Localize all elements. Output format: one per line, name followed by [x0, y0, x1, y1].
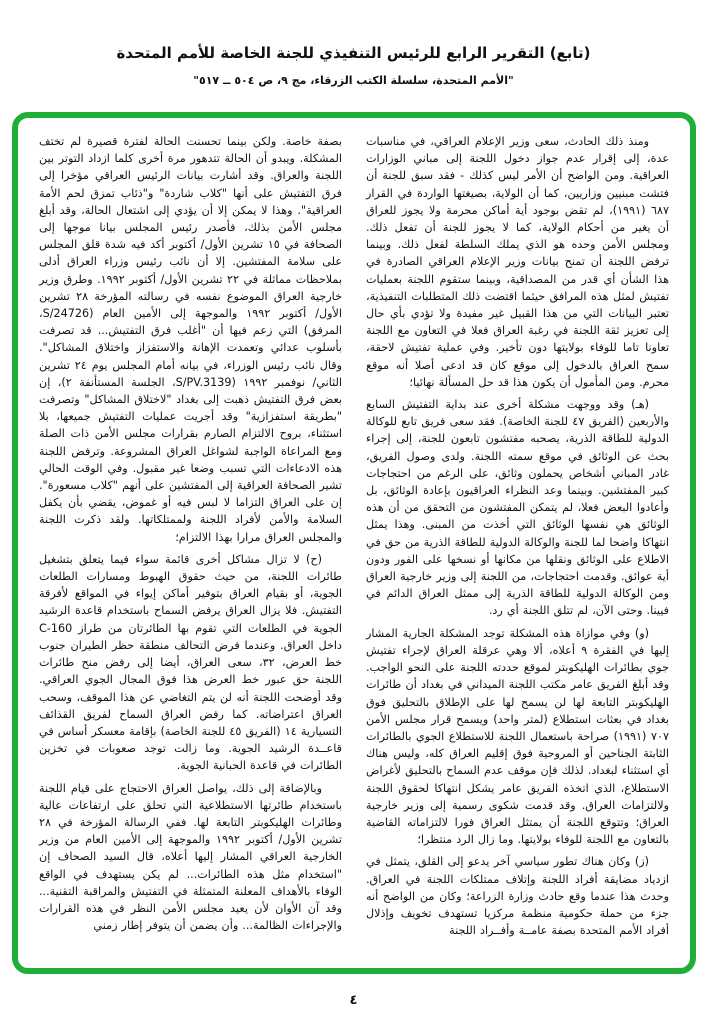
paragraph-continuation-top: ومنذ ذلك الحادث، سعى وزير الإعلام العراقي، في مناسبات عدة، إلى إقرار عدم جواز دخول اللجنة إلى مباني الوزارات العراقية. ومن الواضح أن الأمر ليس كذلك - فقد سبق للجنة أن فتشت مبنيين وزاريين، كما أن الولاية، بصيغتها الواردة في القرار ٦٨٧ (١٩٩١)، لم تقض بوجود أية أماكن محرمة ولا يجوز للعراق أن يغير من أحكام الولاية، كما لا يجوز للجنة أن تفعل ذلك. ومجلس الأمن وحده هو الذي يملك السلطة لفعل ذلك. وبينما ترفض اللجنة أن تمنح بيانات وزير الإعلام العراقي الصادرة في هذا الشأن أي قدر من المصداقية، وبينما ستقوم اللجنة بعمليات تفتيش لمثل هذه المرافق حيثما اقتضت ذلك المتطلبات التنفيذية، تعتبر البيانات التي من هذا القبيل غير مفيدة ولا تؤدي بأي حال إلى تعزيز ثقة اللجنة في رغبة العراق فعلا في التعاون مع اللجنة تعاونا تاما للوفاء بولايتها دون تأخير. وفي عملية تفتيش لاحقة، سمح العراق بالدخول إلى موقع كان قد ادعى أصلا أنه موقع محرم. ومن المأمول أن يكون هذا قد حل المسألة نهائيا؛	[366, 135, 670, 389]
paragraph-item-zay: (ز) وكان هناك تطور سياسي آخر يدعو إلى القلق، يتمثل في ازدياد مضايقة أفراد اللجنة وإتلاف ممتلكات اللجنة في العراق. وحدث هذا عندما وقع حادث وزارة الزراعة؛ وكان من الواضح أنه جزء من حملة حكومية منظمة مركزيا تستهدف تخويف وإذلال أفراد الأمم المتحدة بصفة عامــة وأفــراد اللجنة	[366, 855, 669, 938]
document-header	[0, 0, 707, 87]
paragraph-item-hah: (ح) لا تزال مشاكل أخرى قائمة سواء فيما يتعلق بتشغيل طائرات اللجنة، من حيث حقوق الهبوط ومسارات الطلعات الجوية، أو بقيام العراق بتوفير أماكن إيواء في المواقع لأفرقة التفتيش. فلا يزال العراق يرفض السماح باستخدام قاعدة الرشيد الجوية في الطلعات التي تقوم بها الطائرتان من طراز C-160 داخل العراق. وعندما فرض التحالف منطقة حظر الطيران جنوب خط العرض، ٣٢، سعى العراق، أيضا إلى رفض منح طائرات اللجنة حق عبور خط العرض هذا فوق المجال الجوي العراقي. وقد أوضحت اللجنة أنه لن يتم التغاضي عن هذا الموقف، وسحب العراق اعتراضاته. كما رفض العراق السماح لفريق القذائف التسيارية ١٤ (الفريق ٤٥ للجنة الخاصة) بإقامة معسكر أساس في قاعــدة الرشيد الجوية. وما زالت توجد صعوبات في تخزين الطائرات في قاعدة الحبانية الجوية.	[39, 552, 342, 773]
paragraph-item-waw: (و) وفي موازاة هذه المشكلة توجد المشكلة الجارية المشار إليها في الفقرة ٩ أعلاه، ألا وهي عرقلة العراق لإجراء تفتيش جوي بطائرات الهليكوبتر لموقع حددته اللجنة على النحو الواجب. وقد أبلغ الفريق عامر مكتب اللجنة الميداني في بغداد أن طائرات الهليكوبتر التابعة لها لن يسمح لها على الإطلاق بالتحليق فوق بغداد في بعثات استطلاع (لمتر واحد) ويسمح قرار مجلس الأمن ٧٠٧ (١٩٩١) صراحة باستعمال اللجنة للاستطلاع الجوي بالطائرات الثابتة الجناحين أو المروحية فوق إقليم العراق كله، وليس هناك أي استثناء لبغداد. لذلك فإن موقف عدم السماح بالتحليق لأغراض الاستطلاع، الذي اتخذه الفريق عامر يشكل انتهاكا لحقوق اللجنة ولالتزامات العراق. وقد قدمت شكوى رسمية إلى وزير خارجية العراق؛ وتتوقع اللجنة أن يمتثل العراق فورا لالتزاماته القاضية بالتعاون مع اللجنة للوفاء بولايتها. وما زال الرد منتظرا؛	[366, 626, 670, 847]
paragraph-item-zay-continued: بصفة خاصة. ولكن بينما تحسنت الحالة لفترة قصيرة لم تختف المشكلة. ويبدو أن الحالة تتدهور مرة أخرى كلما ازداد التوتر بين اللجنة والعراق. وقد أشارت بيانات الرئيس العراقي مؤخرا إلى فرق التفتيش على أنها "كلاب شاردة" و"ذئاب تمزق لحم الأمة العراقية". وهذا لا يمكن إلا أن يؤدي إلى اشتعال الحالة، وقد أبلغ مجلس الأمن بذلك، فأصدر رئيس المجلس بيانا موجها إلى الصحافة في ١٥ تشرين الأول/ أكتوبر أكد فيه شدة قلق المجلس على سلامة المفتشين. إلا أن نائب رئيس وزراء العراق أدلى بملاحظات مماثلة في ٢٢ تشرين الأول/ أكتوبر ١٩٩٢. وطرق وزير خارجية العراق الموضوع نفسه في رسالته المؤرخة ٢٨ تشرين الأول/ أكتوبر ١٩٩٢ والموجهة إلى الأمين العام (S/24726، المرفق) التي زعم فيها أن "أغلب فرق التفتيش... قد تصرفت بأسلوب عدائي وتعمدت الإهانة والاستفزاز واختلاق المشاكل". وقال نائب رئيس الوزراء، في بيانه أمام المجلس يوم ٢٤ تشرين الثاني/ نوفمبر ١٩٩٢ (S/PV.3139، الجلسة المستأنفة ٢)، إن بعض فرق التفتيش ذهبت إلى بغداد "لاختلاق المشاكل" وتصرفت "بطريقة استفزازية" وقد أجريت عمليات التفتيش جميعها، بلا استثناء، بروح الالتزام الصارم بقرارات مجلس الأمن ذات الصلة ومع المراعاة الواجبة لشواغل العراق المشروعة. وترفض اللجنة هذه الادعاءات التي تسبب وضعا غير مقبول. وفي الوقت الحالي تشير الصحافة العراقية إلى المفتشين على أنهم "كلاب مسعورة". إن على العراق التزاما لا لبس فيه أو غموض، يقضي بأن يكفل السلامة والأمن لأفراد اللجنة ولممتلكاتها. ولقد ذكرت اللجنة والمجلس العراق مرارا بهذا الالتزام؛	[39, 135, 343, 544]
green-border-frame	[12, 112, 696, 974]
paragraph-item-heh: (هـ) وقد ووجهت مشكلة أخرى عند بداية التفتيش السابع والأربعين (الفريق ٤٧ للجنة الخاصة). فقد سعى فريق تابع للوكالة الدولية للطاقة الذرية، يصحبه مفتشون تابعون للجنة، إلى إجراء بحث عن الوثائق في موقع سمته اللجنة. ولدى وصول الفريق، غادر المباني أشخاص يحملون وثائق، على الرغم من احتجاجات كبير المفتشين. وبينما وعد النظراء العراقيون بإعادة الوثائق، بل وأعادوا البعض فعلا، لم يتمكن المفتشون من التحقق من أن هذه الوثائق هي نفسها الوثائق التي أخذت من المبنى. وهذا يمثل انتهاكا واضحا لما للجنة والوكالة الدولية للطاقة الذرية من حق في الاطلاع على الوثائق ونقلها من مكانها أو نسخها على الفور ودون أية عوائق. وقدمت احتجاجات، من اللجنة إلى وزير خارجية العراق ومن الوكالة الدولية للطاقة الذرية إلى ممثل العراق الدائم في فيينا. وحتى الآن، لم تتلق اللجنة أي رد.	[366, 398, 670, 618]
page-title: (تابع) التقرير الرابع للرئيس التنفيذي للجنة الخاصة للأمم المتحدة	[116, 44, 591, 62]
two-column-text	[18, 118, 690, 944]
paragraph-closing: وبالإضافة إلى ذلك، يواصل العراق الاحتجاج على قيام اللجنة باستخدام طائرتها الاستطلاعية التي تحلق على ارتفاعات عالية وطائرات الهليكوبتر التابعة لها. ففي الرسالة المؤرخة في ٢٨ تشرين الأول/ أكتوبر ١٩٩٢ والموجهة إلى الأمين العام من وزير الخارجية العراقي المشار إليها أعلاه، قال السيد الصحاف إن "استخدام مثل هذه الطائرات... لم يكن يستهدف في الواقع الوفاء بالأهداف المعلنة المتمثلة في التفتيش والمراقبة التقنية... وقد آن الأوان لأن يعيد مجلس الأمن النظر في هذه القرارات والإجراءات الظالمة... وأن يضمن أن يتوفر إطار زمني	[39, 781, 343, 933]
column-left	[39, 133, 342, 939]
source-citation: "الأمم المتحدة، سلسلة الكتب الزرقاء، مج ٩، ص ٥٠٤ ــ ٥١٧"	[193, 74, 514, 87]
page-number: ٤	[349, 993, 358, 1008]
column-right	[366, 133, 669, 944]
